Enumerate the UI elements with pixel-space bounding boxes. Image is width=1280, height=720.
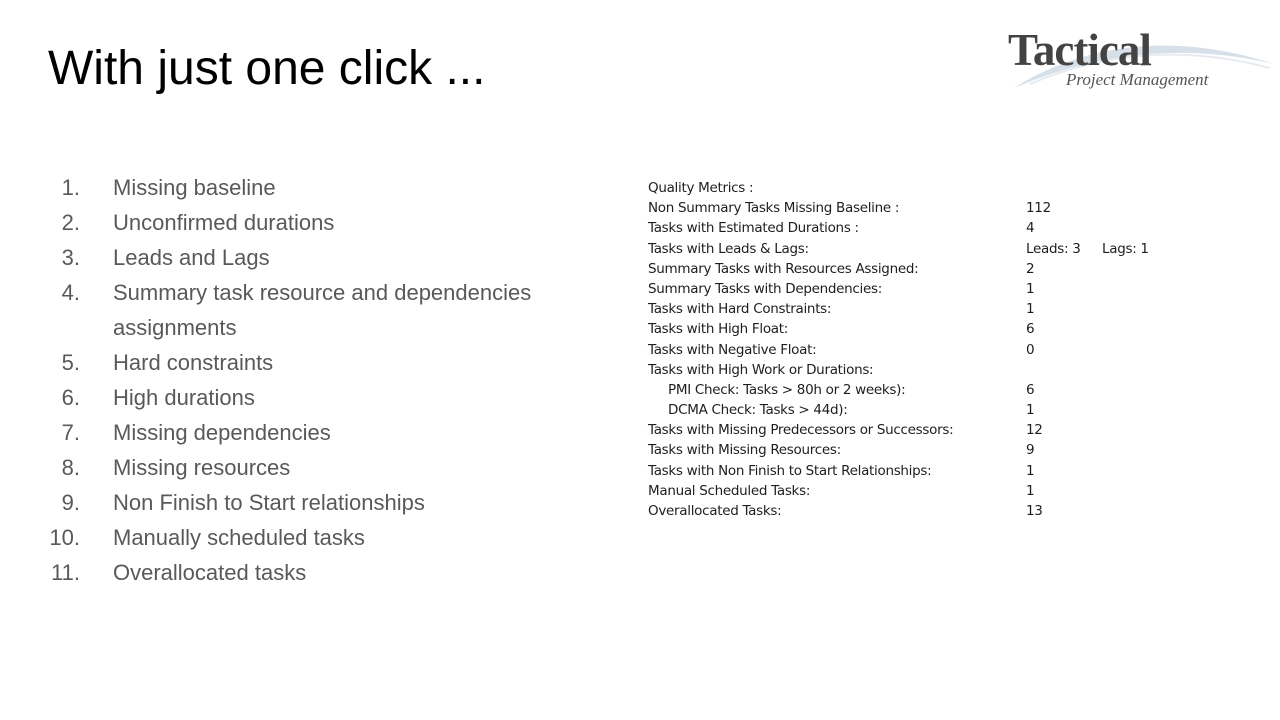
list-item-number: 1.: [61, 175, 80, 200]
metric-label: Tasks with Missing Predecessors or Successors:: [648, 422, 954, 439]
list-item: [40, 345, 560, 380]
metrics-heading: Quality Metrics :: [648, 180, 754, 196]
metric-row: [648, 501, 1248, 521]
metric-row: [648, 440, 1248, 460]
metric-row: [648, 299, 1248, 319]
metric-label: Tasks with Estimated Durations :: [648, 220, 859, 237]
metric-label: Tasks with High Float:: [648, 321, 789, 338]
list-item-label: Leads and Lags: [113, 245, 270, 270]
metric-label: Tasks with High Work or Durations:: [648, 361, 874, 378]
metric-label: DCMA Check: Tasks > 44d):: [668, 402, 848, 419]
logo-subtitle: Project Management: [1066, 70, 1209, 89]
logo-wordmark: Tactical: [1008, 25, 1151, 75]
list-item-label: Unconfirmed durations: [113, 210, 335, 235]
list-item: [40, 275, 560, 345]
metric-value: 112: [1026, 200, 1051, 217]
metric-value: 1: [1026, 280, 1035, 297]
metric-value: 1: [1026, 462, 1035, 479]
metrics-rows: [648, 198, 1248, 521]
list-item: [40, 555, 560, 590]
metric-row: [648, 461, 1248, 481]
metric-row: [648, 420, 1248, 440]
metric-value: 6: [1026, 321, 1035, 338]
metric-value: 1: [1026, 301, 1035, 318]
metric-value: 13: [1026, 503, 1043, 519]
metric-label: Summary Tasks with Dependencies:: [648, 280, 882, 297]
tactical-logo: [1000, 24, 1276, 96]
list-item-number: 6.: [61, 385, 80, 410]
metric-value: Leads: 3: [1026, 240, 1081, 257]
quality-metrics-panel: [648, 178, 1248, 521]
metric-row: [648, 279, 1248, 299]
metric-label: Tasks with Negative Float:: [648, 341, 817, 358]
list-item-label: Manually scheduled tasks: [113, 525, 365, 550]
metric-row: [648, 380, 1248, 400]
list-item-label: Non Finish to Start relationships: [113, 490, 425, 515]
list-item-number: 9.: [61, 490, 80, 515]
slide-title: With just one click ...: [48, 42, 486, 95]
metric-label: Summary Tasks with Resources Assigned:: [648, 260, 919, 277]
metrics-heading-row: [648, 178, 1248, 198]
metric-label: Manual Scheduled Tasks:: [648, 482, 811, 499]
metric-label: Tasks with Hard Constraints:: [648, 301, 832, 318]
metric-row: [648, 239, 1248, 259]
metric-value-secondary: Lags: 1: [1102, 240, 1149, 257]
list-item: [40, 170, 560, 205]
metric-label: Overallocated Tasks:: [648, 503, 782, 519]
metric-row: [648, 360, 1248, 380]
list-item-number: 2.: [61, 210, 80, 235]
list-item: [40, 380, 560, 415]
metric-row: [648, 198, 1248, 218]
list-item-label: Overallocated tasks: [113, 560, 307, 585]
metric-label: Tasks with Leads & Lags:: [648, 240, 809, 257]
metric-value: 1: [1026, 482, 1035, 499]
list-item: [40, 415, 560, 450]
metric-row: [648, 400, 1248, 420]
metric-row: [648, 319, 1248, 339]
metric-value: 4: [1026, 220, 1035, 237]
list-item-label: Missing resources: [113, 455, 291, 480]
list-item-number: 4.: [61, 280, 80, 305]
metric-value: 1: [1026, 402, 1035, 419]
list-item-label: Summary task resource and dependencies assignments: [113, 280, 532, 340]
metric-label: Non Summary Tasks Missing Baseline :: [648, 200, 900, 217]
list-item: [40, 485, 560, 520]
list-item-number: 5.: [61, 350, 80, 375]
list-item-number: 3.: [61, 245, 80, 270]
list-item-label: Missing baseline: [113, 175, 276, 200]
metric-label: Tasks with Missing Resources:: [648, 442, 841, 459]
checks-list: [40, 170, 560, 590]
metric-row: [648, 340, 1248, 360]
list-item-number: 10.: [49, 525, 80, 550]
list-item-number: 11.: [51, 560, 80, 585]
metric-value: 12: [1026, 422, 1043, 439]
list-item-number: 8.: [61, 455, 80, 480]
metric-value: 2: [1026, 260, 1035, 277]
metric-row: [648, 259, 1248, 279]
list-item-label: Hard constraints: [113, 350, 274, 375]
metric-row: [648, 218, 1248, 238]
list-item-label: High durations: [113, 385, 255, 410]
metric-value: 6: [1026, 381, 1035, 398]
list-item: [40, 205, 560, 240]
metric-label: PMI Check: Tasks > 80h or 2 weeks):: [668, 381, 906, 398]
metric-value: 0: [1026, 341, 1035, 358]
metric-label: Tasks with Non Finish to Start Relationships:: [648, 462, 932, 479]
list-item-number: 7.: [61, 420, 80, 445]
list-item: [40, 520, 560, 555]
metric-value: 9: [1026, 442, 1035, 459]
metric-row: [648, 481, 1248, 501]
list-item: [40, 240, 560, 275]
list-item: [40, 450, 560, 485]
list-item-label: Missing dependencies: [113, 420, 331, 445]
